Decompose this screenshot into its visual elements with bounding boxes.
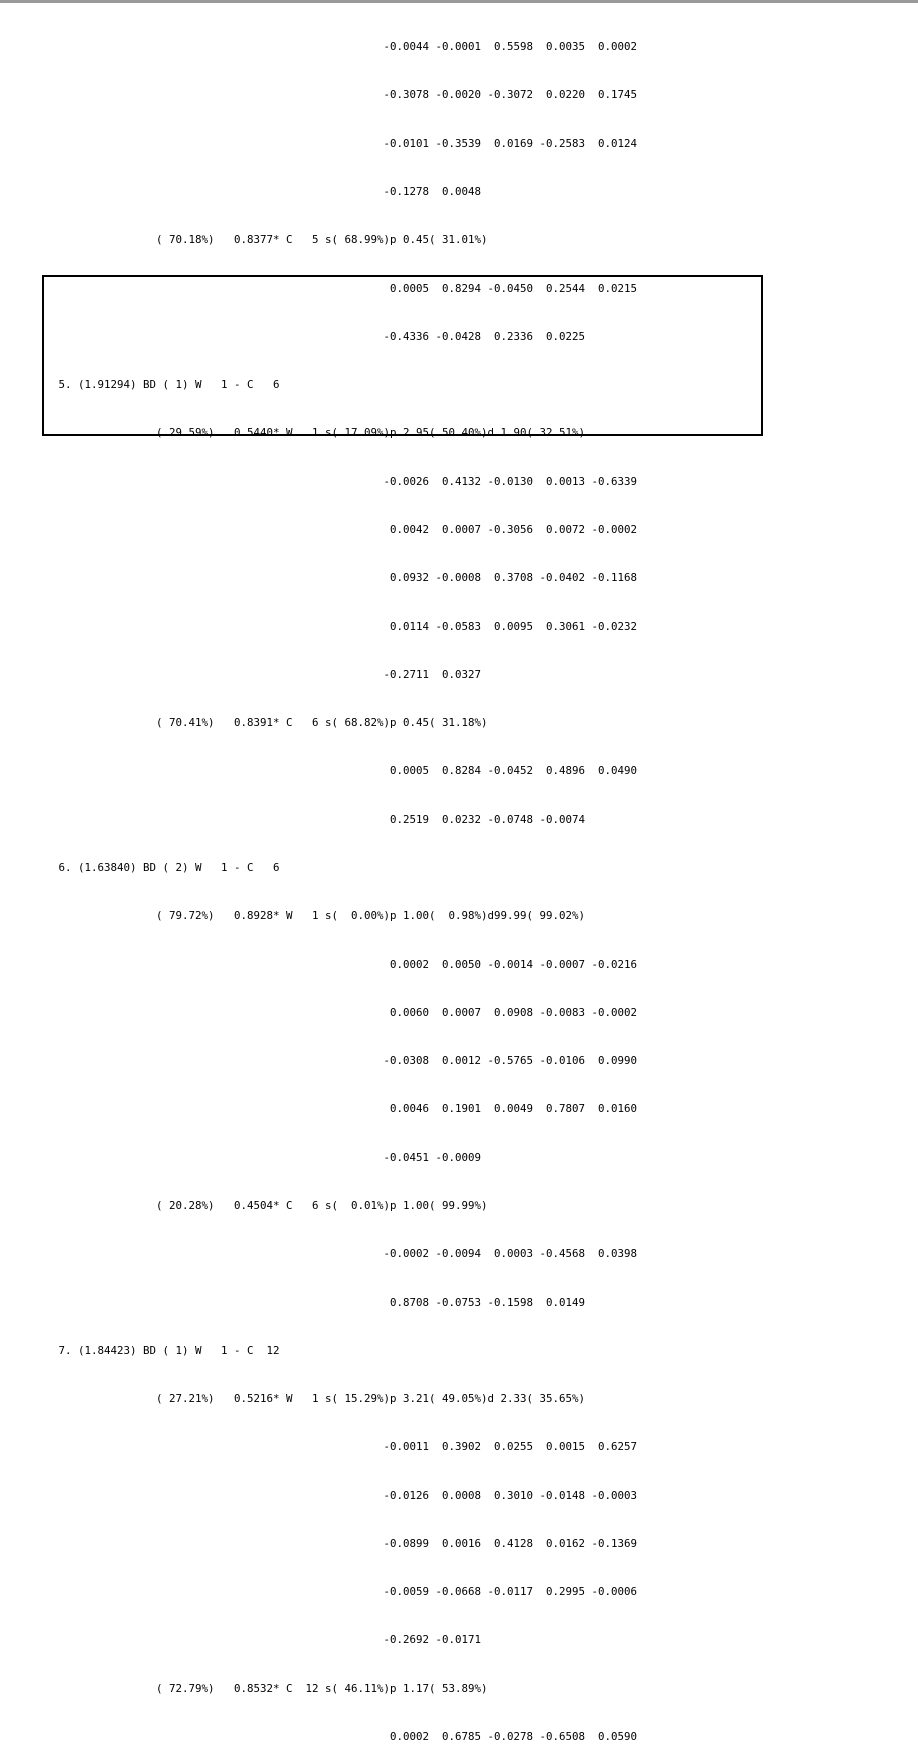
- listing-line: -0.0451 -0.0009: [0, 1150, 482, 1164]
- listing-line: ( 20.28%) 0.4504* C 6 s( 0.01%)p 1.00( 99.99%): [0, 1198, 488, 1212]
- listing-line: 0.0005 0.8294 -0.0450 0.2544 0.0215: [0, 281, 638, 295]
- listing-line: -0.3078 -0.0020 -0.3072 0.0220 0.1745: [0, 88, 638, 102]
- listing-line: -0.0026 0.4132 -0.0130 0.0013 -0.6339: [0, 474, 638, 488]
- listing-line: -0.2711 0.0327: [0, 667, 482, 681]
- listing-line: ( 27.21%) 0.5216* W 1 s( 15.29%)p 3.21( 49.05%)d 2.33( 35.65%): [0, 1392, 586, 1406]
- listing-line: ( 72.79%) 0.8532* C 12 s( 46.11%)p 1.17( 53.89%): [0, 1681, 488, 1695]
- listing-line: 0.8708 -0.0753 -0.1598 0.0149: [0, 1295, 586, 1309]
- listing-line: -0.1278 0.0048: [0, 185, 482, 199]
- listing-line: 0.0060 0.0007 0.0908 -0.0083 -0.0002: [0, 1005, 638, 1019]
- listing-line: -0.2692 -0.0171: [0, 1633, 482, 1647]
- listing-line: ( 29.59%) 0.5440* W 1 s( 17.09%)p 2.95( 50.40%)d 1.90( 32.51%): [0, 426, 586, 440]
- listing-line: -0.0044 -0.0001 0.5598 0.0035 0.0002: [0, 40, 638, 54]
- listing-line: -0.0101 -0.3539 0.0169 -0.2583 0.0124: [0, 136, 638, 150]
- listing-line: 0.0932 -0.0008 0.3708 -0.0402 -0.1168: [0, 571, 638, 585]
- listing-line: 0.0042 0.0007 -0.3056 0.0072 -0.0002: [0, 523, 638, 536]
- listing-line: ( 79.72%) 0.8928* W 1 s( 0.00%)p 1.00( 0.98%)d99.99( 99.02%): [0, 909, 586, 923]
- listing-line: 0.0002 0.0050 -0.0014 -0.0007 -0.0216: [0, 957, 638, 971]
- listing-line: 0.0002 0.6785 -0.0278 -0.6508 0.0590: [0, 1730, 638, 1744]
- listing-line: 5. (1.91294) BD ( 1) W 1 - C 6: [0, 378, 280, 392]
- listing-line: -0.0308 0.0012 -0.5765 -0.0106 0.0990: [0, 1054, 638, 1068]
- listing-line: -0.0002 -0.0094 0.0003 -0.4568 0.0398: [0, 1247, 638, 1261]
- listing-line: ( 70.41%) 0.8391* C 6 s( 68.82%)p 0.45( 31.18%): [0, 716, 488, 730]
- listing-line: -0.0011 0.3902 0.0255 0.0015 0.6257: [0, 1440, 638, 1454]
- listing-line: 6. (1.63840) BD ( 2) W 1 - C 6: [0, 860, 280, 874]
- top-divider: [0, 0, 918, 3]
- listing-line: -0.4336 -0.0428 0.2336 0.0225: [0, 329, 586, 343]
- listing-line: ( 70.18%) 0.8377* C 5 s( 68.99%)p 0.45( 31.01%): [0, 233, 488, 247]
- listing-line: 0.0005 0.8284 -0.0452 0.4896 0.0490: [0, 764, 638, 778]
- nbo-output-listing: [0, 7, 637, 1761]
- listing-line: 0.2519 0.0232 -0.0748 -0.0074: [0, 812, 586, 826]
- listing-line: 0.0046 0.1901 0.0049 0.7807 0.0160: [0, 1102, 638, 1116]
- listing-line: -0.0899 0.0016 0.4128 0.0162 -0.1369: [0, 1536, 638, 1550]
- listing-line: -0.0126 0.0008 0.3010 -0.0148 -0.0003: [0, 1488, 638, 1502]
- listing-line: 0.0114 -0.0583 0.0095 0.3061 -0.0232: [0, 619, 638, 633]
- listing-line: 7. (1.84423) BD ( 1) W 1 - C 12: [0, 1343, 280, 1357]
- listing-line: -0.0059 -0.0668 -0.0117 0.2995 -0.0006: [0, 1585, 638, 1599]
